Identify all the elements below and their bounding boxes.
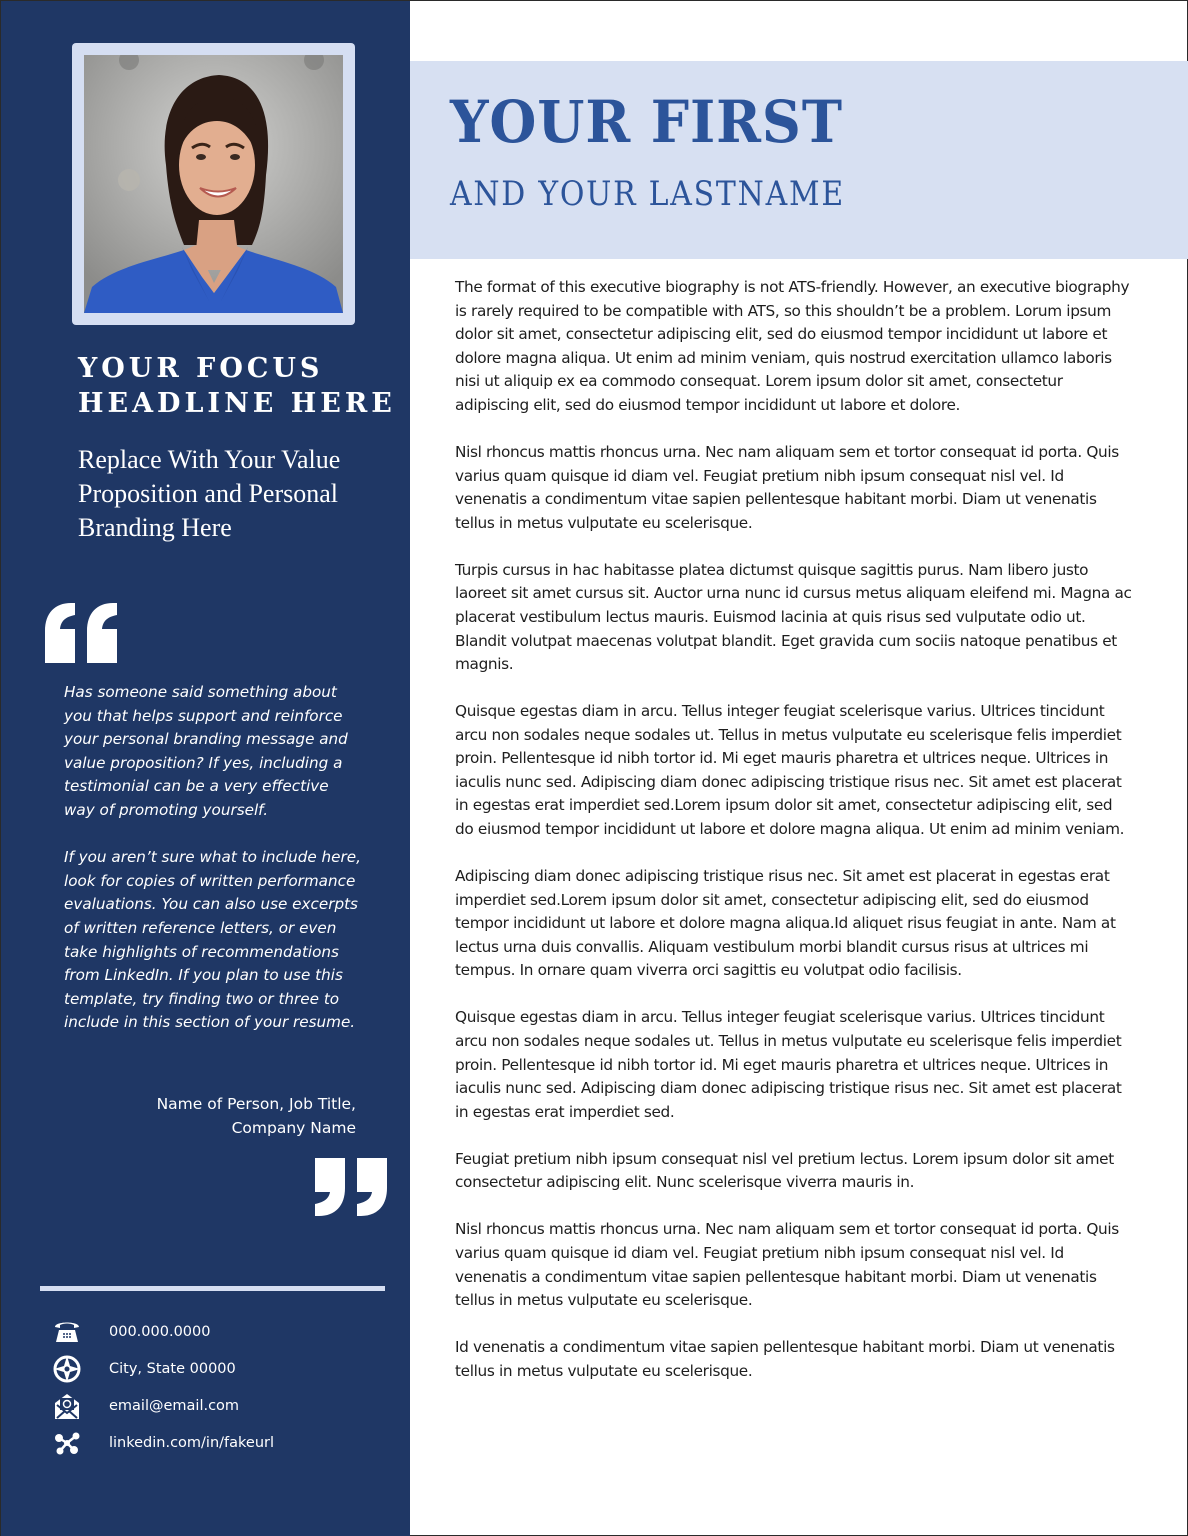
linkedin-url[interactable]: linkedin.com/in/fakeurl [109,1434,275,1451]
portrait-illustration [84,55,343,313]
sidebar [1,1,410,1536]
quote-close-icon [313,1158,391,1218]
attribution-company: Company Name [231,1119,356,1137]
testimonial-paragraph: Has someone said something about you that helps support and reinforce your personal branding message and value proposition? If yes, including a testimonial can be a very effective way of promoting yourself. [64,683,348,819]
biography-body [455,276,1135,1407]
bio-paragraph: Quisque egestas diam in arcu. Tellus integer feugiat scelerisque varius. Ultrices tincidunt arcu non sodales neque sodales ut. Tellus in metus vulputate eu scelerisque felis imperdiet proin. Pellentesque id nibh tortor id. Mi eget mauris pharetra et ultrices neque. Ultrices in iaculis nunc sed. Adipiscing diam donec adipiscing tristique risus nec. Sit amet est placerat in egestas erat imperdiet sed. [455,1008,1122,1121]
bio-paragraph: Turpis cursus in hac habitasse platea dictumst quisque sagittis purus. Nam libero justo laoreet sit amet cursus sit. Auctor urna nunc id cursus metus aliquam eleifend mi. Magna ac placerat vestibulum lectus mauris. Euismod lacinia at quis risus sed vulputate odio ut. Blandit volutpat maecenas volutpat blandit. Eget gravida cum sociis natoque penatibus et magnis. [455,560,1132,674]
profile-photo [84,55,343,313]
contact-phone [49,1313,389,1350]
contact-linkedin [49,1424,389,1461]
value-proposition: Replace With Your Value Proposition and Personal Branding Here [78,445,341,542]
email-icon [49,1391,85,1421]
quote-open-icon [43,601,121,663]
bio-paragraph: Id venenatis a condimentum vitae sapien pellentesque habitant morbi. Diam ut venenatis tellus in metus vulputate eu scelerisque. [455,1338,1115,1380]
contact-email [49,1387,389,1424]
bio-paragraph: Nisl rhoncus mattis rhoncus urna. Nec nam aliquam sem et tortor consequat id porta. Quis varius quam quisque id diam vel. Feugiat pretium nibh ipsum consequat nisl vel. Id venenatis a condimentum vitae sapien pellentesque habitant morbi. Diam ut venenatis tellus in metus vulputate eu scelerisque. [455,1220,1119,1310]
compass-icon [49,1354,85,1384]
network-icon [49,1428,85,1458]
bio-paragraph: Quisque egestas diam in arcu. Tellus integer feugiat scelerisque varius. Ultrices tincidunt arcu non sodales neque sodales ut. Tellus in metus vulputate eu scelerisque felis imperdiet proin. Pellentesque id nibh tortor id. Mi eget mauris pharetra et ultrices neque. Ultrices in iaculis nunc sed. Adipiscing diam donec adipiscing tristique risus nec. Sit amet est placerat in egestas erat imperdiet sed.Lorem ipsum dolor sit amet, consectetur adipiscing elit, sed do eiusmod tempor incididunt ut labore et dolore magna aliqua. Ut enim ad minim veniam. [455,702,1125,839]
sidebar-divider [40,1286,385,1291]
email-text[interactable]: email@email.com [109,1397,240,1414]
location-text: City, State 00000 [109,1360,236,1377]
phone-number: 000.000.0000 [109,1323,211,1340]
name-header [410,61,1188,259]
contact-location [49,1350,389,1387]
bio-paragraph: Nisl rhoncus mattis rhoncus urna. Nec nam aliquam sem et tortor consequat id porta. Quis varius quam quisque id diam vel. Feugiat pretium nibh ipsum consequat nisl vel. Id venenatis a condimentum vitae sapien pellentesque habitant morbi. Diam ut venenatis tellus in metus vulputate eu scelerisque. [455,442,1119,532]
first-name: YOUR FIRST [450,88,843,156]
focus-headline [78,351,398,421]
testimonial-text [64,681,364,1035]
attribution-name-title: Name of Person, Job Title, [156,1095,356,1113]
focus-headline-line1: YOUR FOCUS [78,353,324,384]
photo-frame [72,43,355,325]
bio-paragraph: Feugiat pretium nibh ipsum consequat nisl vel pretium lectus. Lorem ipsum dolor sit amet consectetur adipiscing elit. Nunc scelerisque viverra mauris in. [455,1149,1114,1192]
phone-icon [49,1317,85,1347]
focus-headline-line2: HEADLINE HERE [78,388,396,419]
bio-paragraph: Adipiscing diam donec adipiscing tristique risus nec. Sit amet est placerat in egestas erat imperdiet sed.Lorem ipsum dolor sit amet, consectetur adipiscing elit, sed do eiusmod tempor incididunt ut labore et dolore magna aliqua.Id aliquet risus feugiat in ante. Nam at lectus urna duis convallis. Aliquam vestibulum morbi blandit cursus risus at ultrices mi tempus. In ornare quam viverra orci sagittis eu volutpat odio facilisis. [455,867,1116,980]
contact-list [49,1313,389,1461]
testimonial-attribution [64,1092,356,1140]
last-name: AND YOUR LASTNAME [450,174,845,214]
bio-paragraph: The format of this executive biography is not ATS-friendly. However, an executive biography is rarely required to be compatible with ATS, so this shouldn’t be a problem. Lorum ipsum dolor sit amet, consectetur adipiscing elit, sed do eiusmod tempor incididunt ut labore et dolore magna aliqua. Ut enim ad minim veniam, quis nostrud exercitation ullamco laboris nisi ut aliquip ex ea commodo consequat. Lorem ipsum dolor sit amet, consectetur adipiscing elit, sed do eiusmod tempor incididunt ut labore et dolore. [455,278,1130,414]
testimonial-paragraph: If you aren’t sure what to include here, look for copies of written performance evaluations. You can also use excerpts of written reference letters, or even take highlights of recommendations from LinkedIn. If you plan to use this template, try finding two or three to include in this section of your resume. [64,848,361,1032]
